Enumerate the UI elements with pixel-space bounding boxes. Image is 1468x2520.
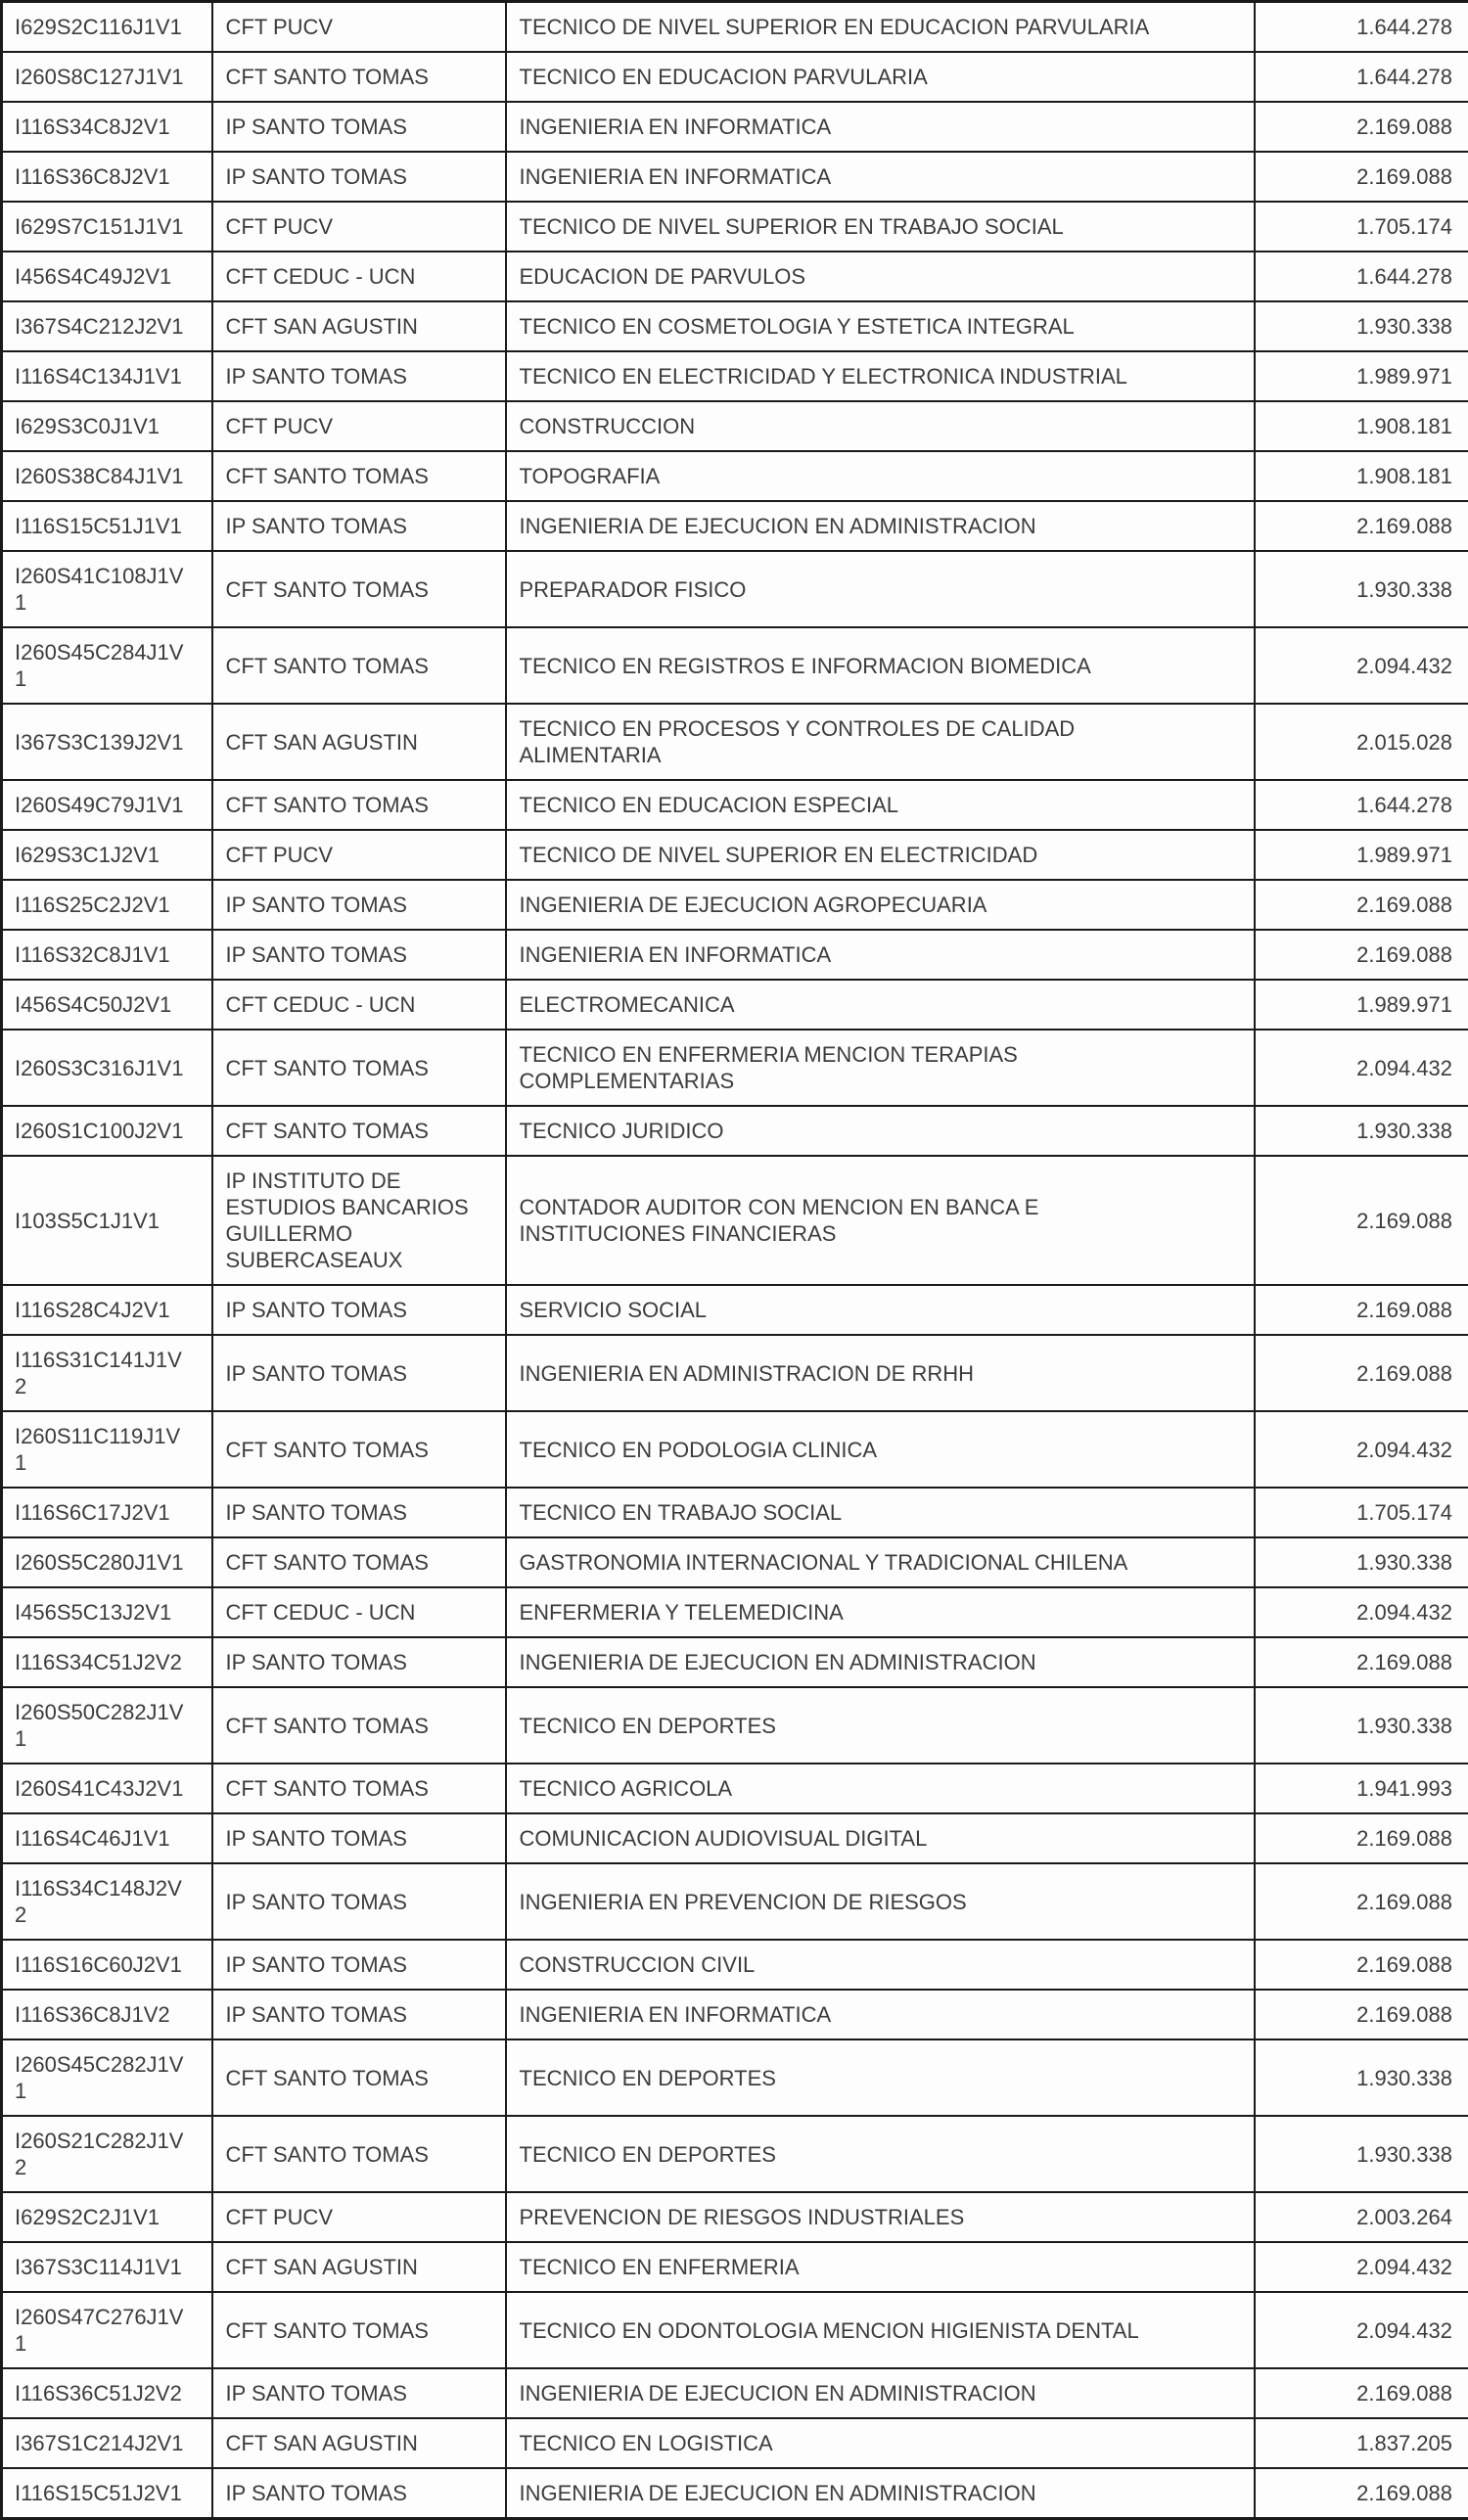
program-code-cell: I116S34C148J2V2	[2, 1863, 212, 1940]
institution-name-cell: CFT SANTO TOMAS	[212, 1687, 506, 1764]
institution-name-cell: CFT CEDUC - UCN	[212, 980, 506, 1030]
institution-name-cell: IP SANTO TOMAS	[212, 930, 506, 980]
program-code-cell: I367S4C212J2V1	[2, 301, 212, 351]
program-code-cell: I456S4C49J2V1	[2, 252, 212, 301]
program-code-cell: I116S34C51J2V2	[2, 1637, 212, 1687]
table-row	[2, 1940, 1468, 1990]
tuition-amount-cell: 1.644.278	[1255, 780, 1468, 830]
tuition-amount-cell: 2.169.088	[1255, 152, 1468, 202]
program-name-cell: TECNICO JURIDICO	[506, 1106, 1255, 1156]
program-code-cell: I116S36C51J2V2	[2, 2368, 212, 2418]
tuition-amount-cell: 2.003.264	[1255, 2192, 1468, 2242]
tuition-amount-cell: 2.094.432	[1255, 1030, 1468, 1106]
institution-name-cell: CFT SANTO TOMAS	[212, 1030, 506, 1106]
tuition-amount-cell: 1.644.278	[1255, 52, 1468, 102]
program-code-cell: I116S6C17J2V1	[2, 1488, 212, 1537]
tuition-amount-cell: 2.169.088	[1255, 1156, 1468, 1285]
program-code-cell: I629S2C116J1V1	[2, 2, 212, 53]
institution-name-cell: IP SANTO TOMAS	[212, 1488, 506, 1537]
institution-name-cell: CFT SAN AGUSTIN	[212, 704, 506, 780]
table-row	[2, 252, 1468, 301]
program-code-cell: I367S3C139J2V1	[2, 704, 212, 780]
tuition-amount-cell: 1.930.338	[1255, 1537, 1468, 1587]
program-code-cell: I116S25C2J2V1	[2, 880, 212, 930]
program-name-cell: TECNICO EN PODOLOGIA CLINICA	[506, 1411, 1255, 1488]
program-code-cell: I260S49C79J1V1	[2, 780, 212, 830]
program-code-cell: I116S36C8J1V2	[2, 1990, 212, 2039]
institution-name-cell: IP SANTO TOMAS	[212, 880, 506, 930]
institution-name-cell: IP SANTO TOMAS	[212, 1863, 506, 1940]
program-name-cell: INGENIERIA DE EJECUCION EN ADMINISTRACION	[506, 501, 1255, 551]
program-name-cell: TOPOGRAFIA	[506, 451, 1255, 501]
table-row	[2, 1488, 1468, 1537]
table-row	[2, 780, 1468, 830]
tuition-amount-cell: 1.908.181	[1255, 451, 1468, 501]
program-code-cell: I260S41C43J2V1	[2, 1764, 212, 1813]
institution-name-cell: CFT SANTO TOMAS	[212, 2116, 506, 2192]
tuition-amount-cell: 1.989.971	[1255, 980, 1468, 1030]
institution-name-cell: IP INSTITUTO DE ESTUDIOS BANCARIOS GUILLERMO SUBERCASEAUX	[212, 1156, 506, 1285]
tuition-amount-cell: 2.015.028	[1255, 704, 1468, 780]
program-code-cell: I260S45C284J1V1	[2, 627, 212, 704]
tuition-amount-cell: 1.644.278	[1255, 2, 1468, 53]
program-code-cell: I116S15C51J2V1	[2, 2468, 212, 2519]
program-name-cell: TECNICO EN DEPORTES	[506, 1687, 1255, 1764]
program-code-cell: I260S47C276J1V1	[2, 2292, 212, 2368]
program-code-cell: I260S1C100J2V1	[2, 1106, 212, 1156]
institution-name-cell: CFT SANTO TOMAS	[212, 551, 506, 627]
table-row	[2, 2368, 1468, 2418]
table-row	[2, 551, 1468, 627]
table-row	[2, 1537, 1468, 1587]
table-row	[2, 2116, 1468, 2192]
table-row	[2, 401, 1468, 451]
program-code-cell: I116S16C60J2V1	[2, 1940, 212, 1990]
institution-name-cell: CFT PUCV	[212, 2192, 506, 2242]
program-name-cell: TECNICO DE NIVEL SUPERIOR EN EDUCACION PARVULARIA	[506, 2, 1255, 53]
program-name-cell: INGENIERIA DE EJECUCION EN ADMINISTRACION	[506, 2468, 1255, 2519]
program-name-cell: TECNICO EN ENFERMERIA	[506, 2242, 1255, 2292]
program-name-cell: SERVICIO SOCIAL	[506, 1285, 1255, 1335]
tuition-amount-cell: 2.169.088	[1255, 2468, 1468, 2519]
program-code-cell: I116S32C8J1V1	[2, 930, 212, 980]
institution-name-cell: IP SANTO TOMAS	[212, 1813, 506, 1863]
program-code-cell: I260S21C282J1V2	[2, 2116, 212, 2192]
program-name-cell: INGENIERIA EN INFORMATICA	[506, 152, 1255, 202]
tuition-amount-cell: 1.930.338	[1255, 301, 1468, 351]
institution-name-cell: IP SANTO TOMAS	[212, 102, 506, 152]
tuition-amount-cell: 1.930.338	[1255, 1687, 1468, 1764]
program-name-cell: TECNICO EN DEPORTES	[506, 2116, 1255, 2192]
program-name-cell: INGENIERIA EN ADMINISTRACION DE RRHH	[506, 1335, 1255, 1411]
table-row	[2, 1813, 1468, 1863]
program-name-cell: CONSTRUCCION CIVIL	[506, 1940, 1255, 1990]
tuition-amount-cell: 2.169.088	[1255, 1813, 1468, 1863]
tuition-amount-cell: 2.169.088	[1255, 880, 1468, 930]
program-code-cell: I367S1C214J2V1	[2, 2418, 212, 2468]
program-code-cell: I260S5C280J1V1	[2, 1537, 212, 1587]
table-row	[2, 2468, 1468, 2519]
table-row	[2, 980, 1468, 1030]
tuition-amount-cell: 1.705.174	[1255, 202, 1468, 252]
program-name-cell: CONTADOR AUDITOR CON MENCION EN BANCA E INSTITUCIONES FINANCIERAS	[506, 1156, 1255, 1285]
institution-name-cell: IP SANTO TOMAS	[212, 1285, 506, 1335]
tuition-amount-cell: 2.169.088	[1255, 1863, 1468, 1940]
institution-name-cell: CFT SANTO TOMAS	[212, 780, 506, 830]
institution-name-cell: CFT SANTO TOMAS	[212, 1106, 506, 1156]
tuition-amount-cell: 2.169.088	[1255, 501, 1468, 551]
program-name-cell: CONSTRUCCION	[506, 401, 1255, 451]
tuition-amount-cell: 1.837.205	[1255, 2418, 1468, 2468]
tuition-amount-cell: 1.705.174	[1255, 1488, 1468, 1537]
institution-name-cell: IP SANTO TOMAS	[212, 2368, 506, 2418]
institution-name-cell: IP SANTO TOMAS	[212, 2468, 506, 2519]
program-code-cell: I456S4C50J2V1	[2, 980, 212, 1030]
table-row	[2, 1587, 1468, 1637]
table-row	[2, 1106, 1468, 1156]
institution-name-cell: CFT SANTO TOMAS	[212, 2292, 506, 2368]
tuition-amount-cell: 1.930.338	[1255, 1106, 1468, 1156]
table-row	[2, 1411, 1468, 1488]
tuition-amount-cell: 1.930.338	[1255, 551, 1468, 627]
tuition-amount-cell: 2.169.088	[1255, 1335, 1468, 1411]
table-row	[2, 52, 1468, 102]
program-code-cell: I260S11C119J1V1	[2, 1411, 212, 1488]
program-name-cell: INGENIERIA DE EJECUCION AGROPECUARIA	[506, 880, 1255, 930]
table-row	[2, 2242, 1468, 2292]
table-row	[2, 1687, 1468, 1764]
program-name-cell: INGENIERIA EN PREVENCION DE RIESGOS	[506, 1863, 1255, 1940]
tuition-amount-cell: 2.169.088	[1255, 930, 1468, 980]
table-row	[2, 1863, 1468, 1940]
program-name-cell: EDUCACION DE PARVULOS	[506, 252, 1255, 301]
program-code-cell: I103S5C1J1V1	[2, 1156, 212, 1285]
table-row	[2, 152, 1468, 202]
program-code-cell: I260S45C282J1V1	[2, 2039, 212, 2116]
program-code-cell: I116S4C46J1V1	[2, 1813, 212, 1863]
institution-name-cell: CFT SAN AGUSTIN	[212, 301, 506, 351]
program-name-cell: GASTRONOMIA INTERNACIONAL Y TRADICIONAL CHILENA	[506, 1537, 1255, 1587]
program-name-cell: ENFERMERIA Y TELEMEDICINA	[506, 1587, 1255, 1637]
institution-name-cell: CFT SAN AGUSTIN	[212, 2242, 506, 2292]
table-row	[2, 2418, 1468, 2468]
tuition-amount-cell: 2.094.432	[1255, 1587, 1468, 1637]
table-row	[2, 627, 1468, 704]
institution-name-cell: CFT SANTO TOMAS	[212, 451, 506, 501]
table-body	[2, 2, 1468, 2519]
institution-name-cell: CFT SANTO TOMAS	[212, 2039, 506, 2116]
table-row	[2, 2192, 1468, 2242]
program-name-cell: ELECTROMECANICA	[506, 980, 1255, 1030]
institution-name-cell: CFT CEDUC - UCN	[212, 252, 506, 301]
institution-name-cell: CFT SANTO TOMAS	[212, 1537, 506, 1587]
program-code-cell: I629S7C151J1V1	[2, 202, 212, 252]
institution-name-cell: CFT SANTO TOMAS	[212, 1764, 506, 1813]
table-row	[2, 501, 1468, 551]
tuition-amount-cell: 1.930.338	[1255, 2116, 1468, 2192]
table-row	[2, 1990, 1468, 2039]
institution-name-cell: IP SANTO TOMAS	[212, 1335, 506, 1411]
table-row	[2, 1764, 1468, 1813]
tuition-amount-cell: 2.169.088	[1255, 1637, 1468, 1687]
program-name-cell: INGENIERIA DE EJECUCION EN ADMINISTRACION	[506, 2368, 1255, 2418]
program-name-cell: INGENIERIA EN INFORMATICA	[506, 930, 1255, 980]
program-code-cell: I367S3C114J1V1	[2, 2242, 212, 2292]
institution-name-cell: IP SANTO TOMAS	[212, 351, 506, 401]
program-name-cell: TECNICO EN PROCESOS Y CONTROLES DE CALIDAD ALIMENTARIA	[506, 704, 1255, 780]
institution-name-cell: CFT PUCV	[212, 202, 506, 252]
tuition-amount-cell: 2.094.432	[1255, 2292, 1468, 2368]
table-row	[2, 301, 1468, 351]
program-name-cell: TECNICO EN ODONTOLOGIA MENCION HIGIENISTA DENTAL	[506, 2292, 1255, 2368]
table-row	[2, 2, 1468, 53]
program-name-cell: PREVENCION DE RIESGOS INDUSTRIALES	[506, 2192, 1255, 2242]
program-name-cell: TECNICO DE NIVEL SUPERIOR EN TRABAJO SOCIAL	[506, 202, 1255, 252]
program-name-cell: TECNICO EN ELECTRICIDAD Y ELECTRONICA INDUSTRIAL	[506, 351, 1255, 401]
table-row	[2, 930, 1468, 980]
institution-name-cell: CFT PUCV	[212, 401, 506, 451]
table-row	[2, 102, 1468, 152]
table-row	[2, 1156, 1468, 1285]
tuition-amount-cell: 1.989.971	[1255, 351, 1468, 401]
table-row	[2, 830, 1468, 880]
institution-name-cell: IP SANTO TOMAS	[212, 1940, 506, 1990]
program-name-cell: TECNICO EN ENFERMERIA MENCION TERAPIAS COMPLEMENTARIAS	[506, 1030, 1255, 1106]
program-name-cell: COMUNICACION AUDIOVISUAL DIGITAL	[506, 1813, 1255, 1863]
table-row	[2, 704, 1468, 780]
program-code-cell: I260S50C282J1V1	[2, 1687, 212, 1764]
institution-name-cell: CFT SANTO TOMAS	[212, 1411, 506, 1488]
institution-name-cell: IP SANTO TOMAS	[212, 1990, 506, 2039]
tuition-amount-cell: 1.941.993	[1255, 1764, 1468, 1813]
program-name-cell: TECNICO EN EDUCACION ESPECIAL	[506, 780, 1255, 830]
table-row	[2, 880, 1468, 930]
tuition-amount-cell: 2.169.088	[1255, 2368, 1468, 2418]
table-row	[2, 1030, 1468, 1106]
program-name-cell: TECNICO EN COSMETOLOGIA Y ESTETICA INTEGRAL	[506, 301, 1255, 351]
table-row	[2, 1285, 1468, 1335]
table-row	[2, 1637, 1468, 1687]
program-code-cell: I116S31C141J1V2	[2, 1335, 212, 1411]
table-row	[2, 351, 1468, 401]
program-code-cell: I456S5C13J2V1	[2, 1587, 212, 1637]
program-name-cell: INGENIERIA EN INFORMATICA	[506, 102, 1255, 152]
institution-name-cell: CFT PUCV	[212, 2, 506, 53]
program-name-cell: TECNICO EN TRABAJO SOCIAL	[506, 1488, 1255, 1537]
program-code-cell: I629S2C2J1V1	[2, 2192, 212, 2242]
tuition-amount-cell: 2.169.088	[1255, 102, 1468, 152]
program-code-cell: I260S8C127J1V1	[2, 52, 212, 102]
program-name-cell: TECNICO EN LOGISTICA	[506, 2418, 1255, 2468]
table-row	[2, 202, 1468, 252]
program-code-cell: I116S36C8J2V1	[2, 152, 212, 202]
program-code-cell: I116S34C8J2V1	[2, 102, 212, 152]
institution-name-cell: CFT CEDUC - UCN	[212, 1587, 506, 1637]
institution-name-cell: CFT PUCV	[212, 830, 506, 880]
tuition-amount-cell: 1.989.971	[1255, 830, 1468, 880]
program-name-cell: INGENIERIA DE EJECUCION EN ADMINISTRACION	[506, 1637, 1255, 1687]
tuition-amount-cell: 2.169.088	[1255, 1940, 1468, 1990]
program-code-cell: I116S28C4J2V1	[2, 1285, 212, 1335]
program-name-cell: TECNICO AGRICOLA	[506, 1764, 1255, 1813]
tuition-amount-cell: 1.908.181	[1255, 401, 1468, 451]
program-name-cell: TECNICO EN DEPORTES	[506, 2039, 1255, 2116]
table-row	[2, 2039, 1468, 2116]
institution-name-cell: CFT SAN AGUSTIN	[212, 2418, 506, 2468]
tuition-amount-cell: 2.169.088	[1255, 1990, 1468, 2039]
tuition-amount-cell: 2.094.432	[1255, 2242, 1468, 2292]
program-code-cell: I116S4C134J1V1	[2, 351, 212, 401]
program-code-cell: I629S3C0J1V1	[2, 401, 212, 451]
program-code-cell: I260S38C84J1V1	[2, 451, 212, 501]
tuition-amount-cell: 2.094.432	[1255, 627, 1468, 704]
program-code-cell: I629S3C1J2V1	[2, 830, 212, 880]
institution-name-cell: IP SANTO TOMAS	[212, 501, 506, 551]
tuition-amount-cell: 2.094.432	[1255, 1411, 1468, 1488]
institution-name-cell: IP SANTO TOMAS	[212, 1637, 506, 1687]
program-code-cell: I260S41C108J1V1	[2, 551, 212, 627]
table-row	[2, 2292, 1468, 2368]
program-name-cell: PREPARADOR FISICO	[506, 551, 1255, 627]
tuition-amount-cell: 1.930.338	[1255, 2039, 1468, 2116]
institution-name-cell: IP SANTO TOMAS	[212, 152, 506, 202]
tuition-amount-cell: 2.169.088	[1255, 1285, 1468, 1335]
program-name-cell: TECNICO EN REGISTROS E INFORMACION BIOMEDICA	[506, 627, 1255, 704]
institution-name-cell: CFT SANTO TOMAS	[212, 627, 506, 704]
institution-name-cell: CFT SANTO TOMAS	[212, 52, 506, 102]
program-code-cell: I260S3C316J1V1	[2, 1030, 212, 1106]
tuition-amount-cell: 1.644.278	[1255, 252, 1468, 301]
program-name-cell: TECNICO EN EDUCACION PARVULARIA	[506, 52, 1255, 102]
table-row	[2, 1335, 1468, 1411]
program-name-cell: TECNICO DE NIVEL SUPERIOR EN ELECTRICIDAD	[506, 830, 1255, 880]
table-row	[2, 451, 1468, 501]
program-code-cell: I116S15C51J1V1	[2, 501, 212, 551]
program-name-cell: INGENIERIA EN INFORMATICA	[506, 1990, 1255, 2039]
